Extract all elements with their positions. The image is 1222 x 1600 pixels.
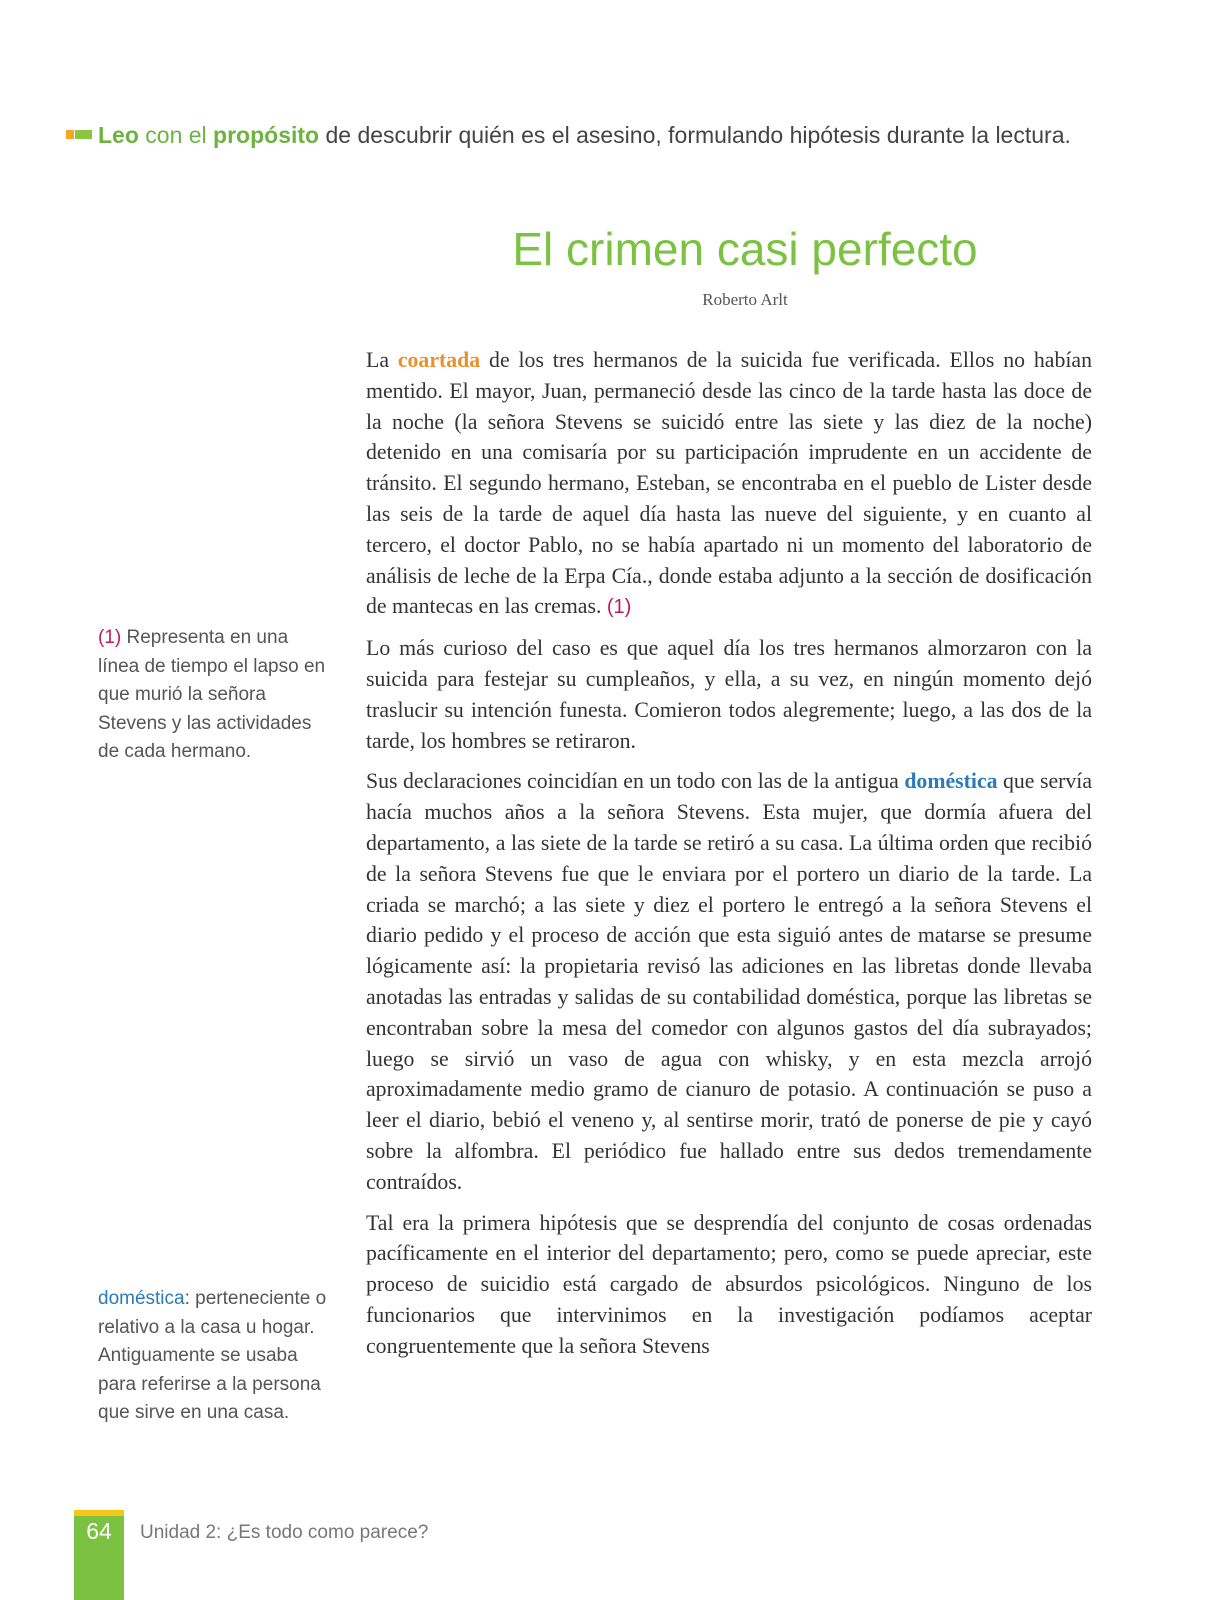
purpose-icon — [66, 130, 92, 139]
side-note-text: Representa en una línea de tiempo el lapso en que murió la señora Stevens y las actividades de cada hermano. — [98, 627, 326, 762]
story-body — [366, 345, 1092, 1372]
glossary-term-domestica: doméstica — [904, 769, 998, 794]
side-note-number: (1) — [98, 627, 122, 648]
story-author: Roberto Arlt — [702, 290, 788, 309]
side-note-activity — [98, 624, 330, 767]
paragraph-2: Lo más curioso del caso es que aquel día los tres hermanos almorzaron con la suicida para festejar su cumpleaños, y ella, a su vez, en ningún momento dejó traslucir su intención funesta. Comieron todos alegremente; luego, a las dos de la tarde, los hombres se retiraron. — [366, 636, 1092, 753]
story-title: El crimen casi perfecto — [512, 223, 978, 275]
note-reference-1: (1) — [606, 596, 632, 619]
purpose-con-el: con el — [138, 122, 214, 148]
glossary-word: doméstica — [98, 1288, 185, 1309]
page-number: 64 — [86, 1518, 112, 1544]
paragraph-1: La coartada de los tres hermanos de la suicida fue verificada. Ellos no habían mentido. El mayor, Juan, permaneció desde las cinco de la tarde hasta las doce de la noche (la señora Stevens se suicidó entre las siete y las diez de la noche) detenido en una comisaría por su participación imprudente en un accidente de tránsito. El segundo hermano, Esteban, se encontraba en el pueblo de Lister desde las seis de la tarde de aquel día hasta las nueve del siguiente, y en cuanto al tercero, el doctor Pablo, no se había apartado ni un momento del laboratorio de análisis de leche de la Erpa Cía., donde estaba adjunto a la sección de dosificación de mantecas en las cremas. (1) — [366, 348, 1092, 619]
purpose-rest: de descubrir quién es el asesino, formulando hipótesis durante la lectura. — [319, 122, 1071, 148]
purpose-leo: Leo — [98, 122, 139, 148]
unit-label: Unidad 2: ¿Es todo como parece? — [140, 1522, 429, 1543]
reading-purpose — [98, 120, 1098, 151]
purpose-proposito: propósito — [213, 122, 320, 148]
glossary-term-coartada: coartada — [397, 348, 481, 372]
side-note-glossary — [98, 1285, 330, 1428]
paragraph-4: Tal era la primera hipótesis que se desprendía del conjunto de cosas ordenadas pacíficamente en el interior del departamento; pero, como se puede apreciar, este proceso de suicidio está cargado de absurdos psicológicos. Ninguno de los funcionarios que intervinimos en la investigación podíamos aceptar congruentemente que la señora Stevens — [366, 1210, 1092, 1358]
paragraph-3: Sus declaraciones coincidían en un todo con las de la antigua doméstica que servía hacía muchos años a la señora Stevens. Esta mujer, que dormía afuera del departamento, a las siete de la tarde se retiró a su casa. La última orden que recibió de la señora Stevens fue que le enviara por el portero un diario de la tarde. La criada se marchó; a las siete y diez el portero le entregó a la señora Stevens el diario pedido y el proceso de acción que esta siguió antes de matarse se presume lógicamente así: la propietaria revisó las adiciones en las libretas donde llevaba anotadas las entradas y salidas de su contabilidad doméstica, porque las libretas se encontraban sobre la mesa del comedor con algunos gastos del día subrayados; luego se sirvió un vaso de agua con whisky, y en esta mezcla arrojó aproximadamente medio gramo de cianuro de potasio. A continuación se puso a leer el diario, bebió el veneno y, al sentirse morir, trató de ponerse de pie y cayó sobre la alfombra. El periódico fue hallado entre sus dedos tremendamente contraídos. — [366, 769, 1092, 1194]
glossary-definition: : perteneciente o relativo a la casa u hogar. Antiguamente se usaba para referirse a la persona que sirve en una casa. — [98, 1288, 327, 1423]
